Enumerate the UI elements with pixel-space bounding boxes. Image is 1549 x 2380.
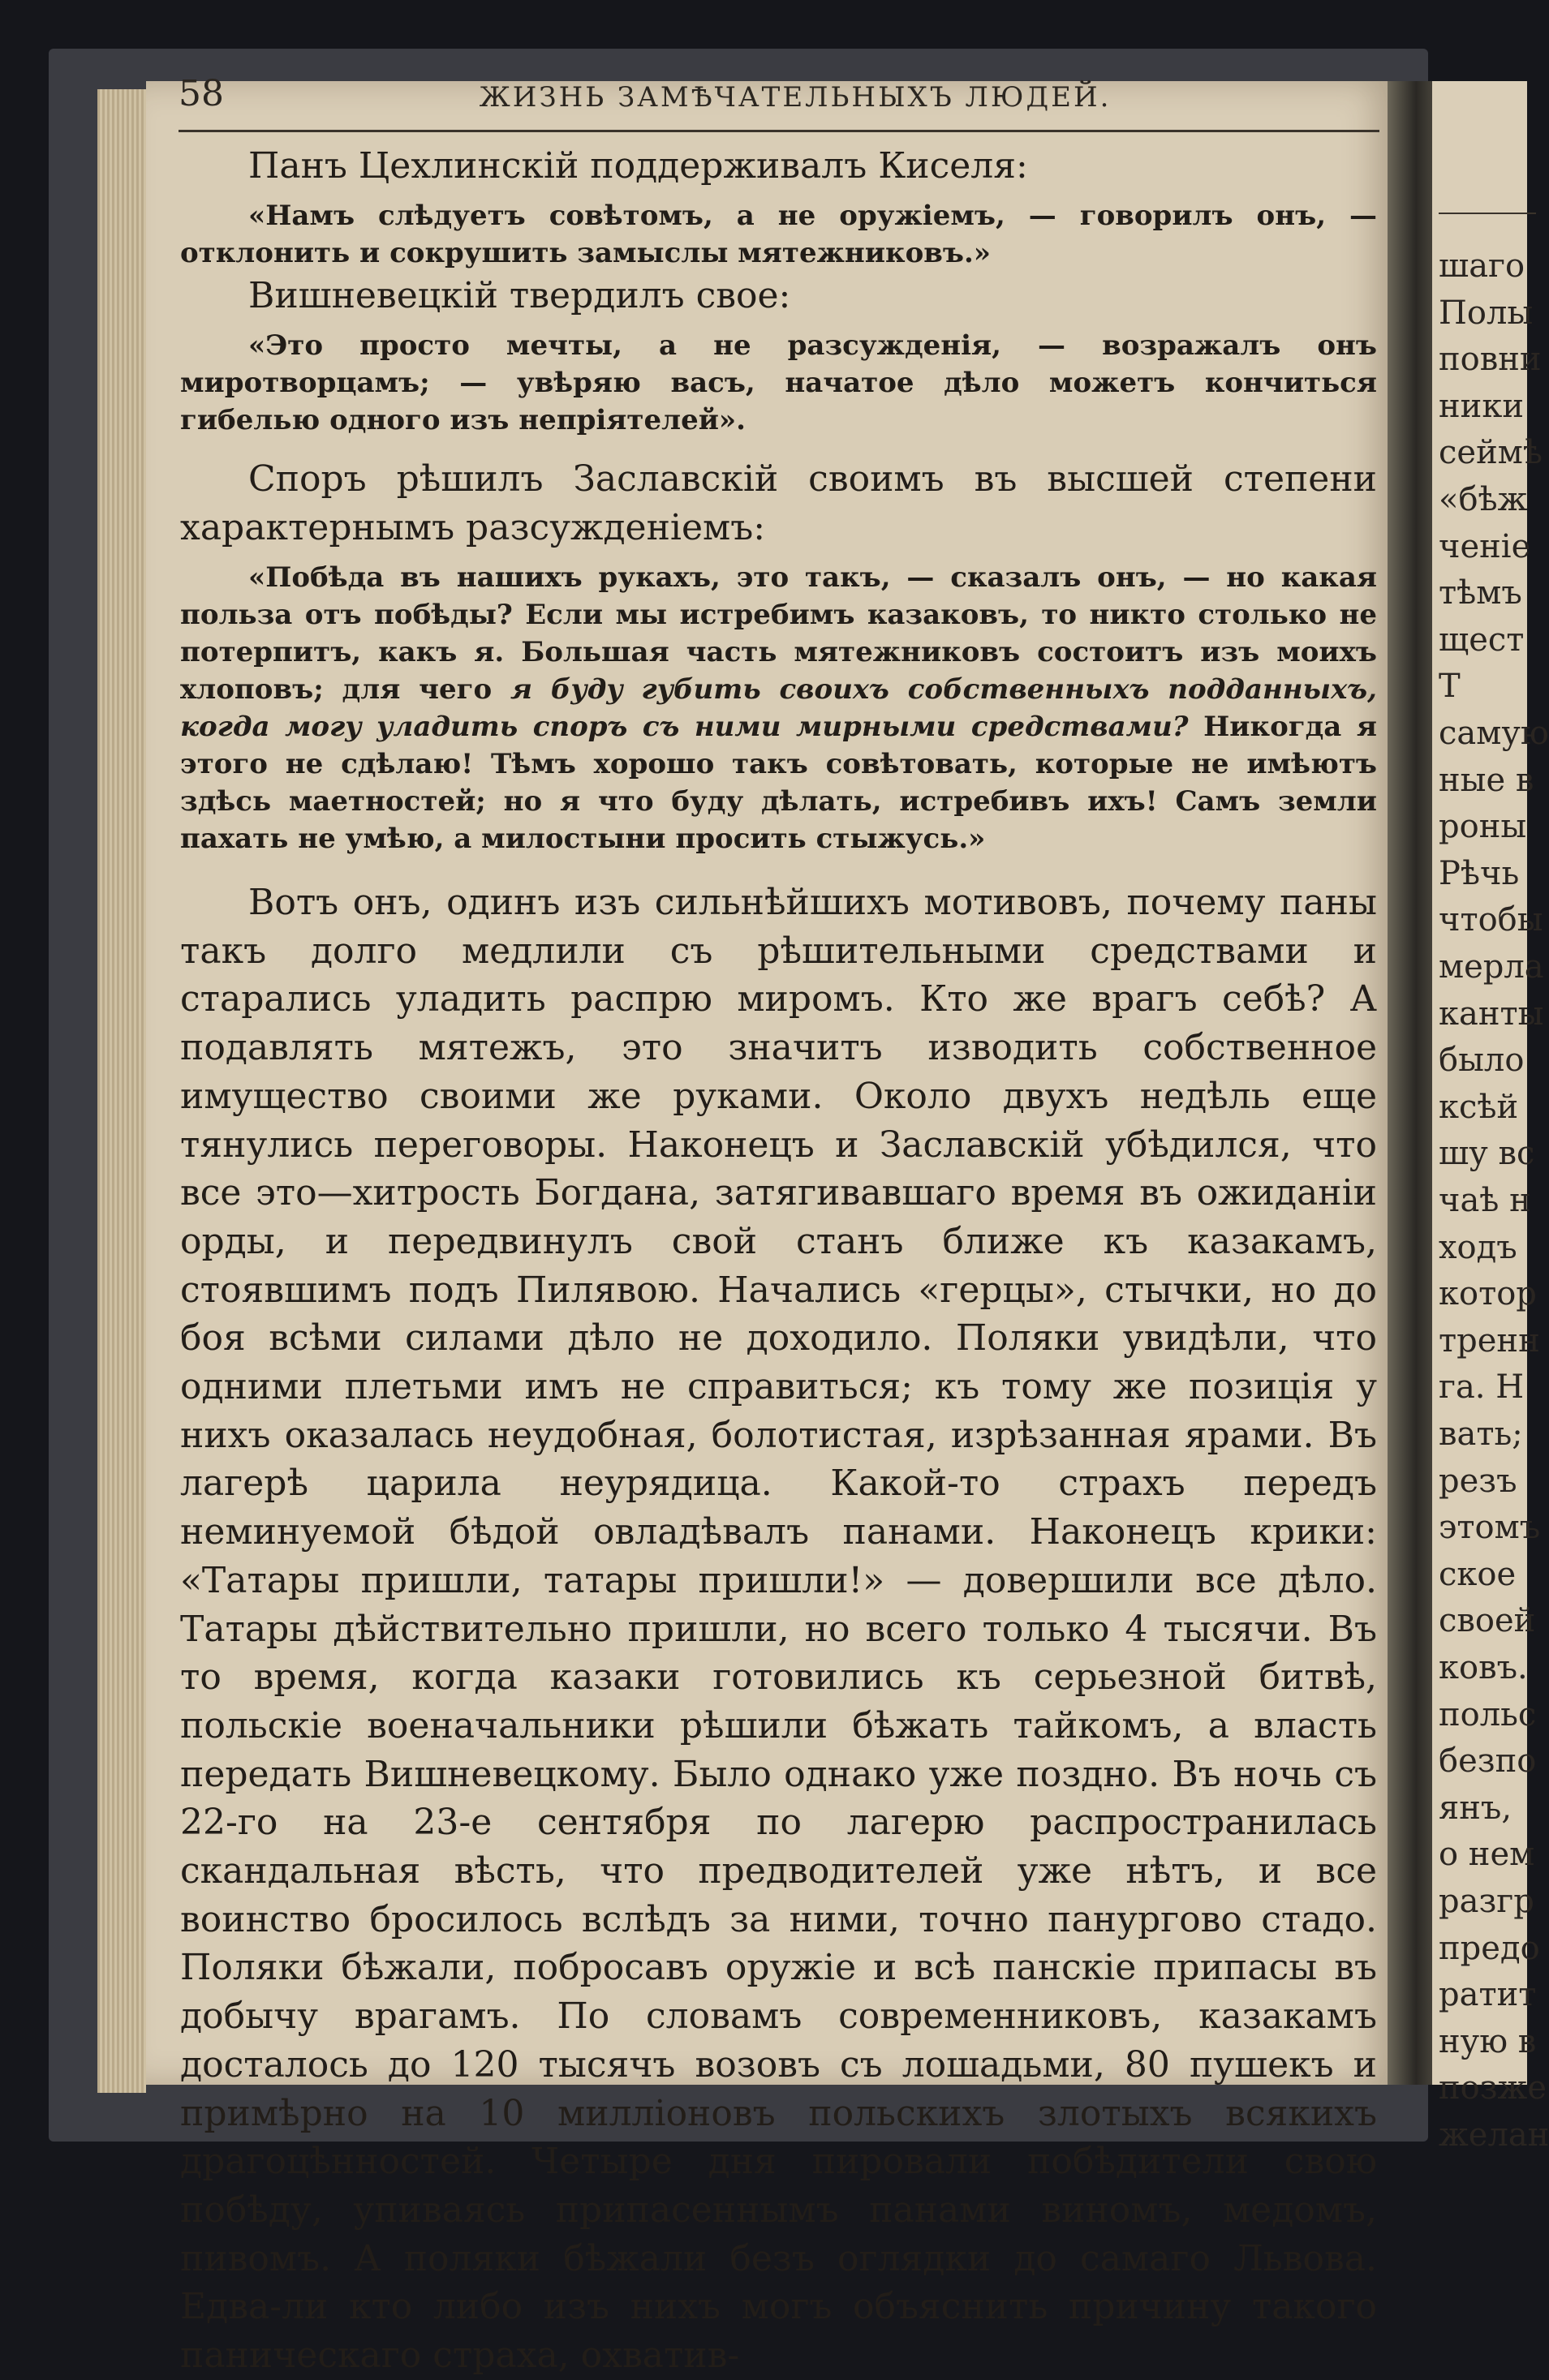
facing-page-line: о нем — [1439, 1836, 1535, 1874]
facing-page — [1432, 81, 1549, 2154]
facing-page-line: безпо — [1439, 1742, 1537, 1781]
facing-page-line: предо — [1439, 1929, 1540, 1967]
page-number: 58 — [179, 73, 224, 114]
facing-page-line: тѣмъ — [1439, 574, 1522, 612]
main-paragraph: Вотъ онъ, одинъ изъ сильнѣйшихъ мотивовъ, почему паны такъ долго медлили съ рѣшительными средствами и старались уладить распрю миромъ. Кто же врагъ себѣ? А подавлять мятежъ, это значитъ изводить собственное имущество своими же руками. Около двухъ недѣль еще тянулись переговоры. Наконецъ и Заславскій убѣдился, что все это—хитрость Богдана, затягивавшаго время въ ожиданіи орды, и передвинулъ свой станъ ближе къ казакамъ, стоявшимъ подъ Пилявою. Начались «герцы», стычки, но до боя всѣми силами дѣло не доходило. Поляки увидѣли, что одними плетьми имъ не справиться; къ тому же позиція у нихъ оказалась неудобная, болотистая, изрѣзанная ярами. Въ лагерѣ царила неурядица. Какой-то страхъ передъ неминуемой бѣдой овладѣвалъ панами. Наконецъ крики: «Татары пришли, татары пришли!» — довершили все дѣло. Татары дѣйствительно пришли, но всего только 4 тысячи. Въ то время, когда казаки готовились къ серьезной битвѣ, польскіе военачальники рѣшили бѣжать тайкомъ, а власть передать Вишневецкому. Было однако уже поздно. Въ ночь съ 22-го на 23-е сентября по лагерю распространилась скандальная вѣсть, что предводителей уже нѣтъ, и все воинство бросилось вслѣдъ за ними, точно панургово стадо. Поляки бѣжали, побросавъ оружіе и всѣ панскіе припасы въ добычу врагамъ. По словамъ современниковъ, казакамъ досталось до 120 тысячъ возовъ съ лошадьми, 80 пушекъ и примѣрно на 10 милліоновъ польскихъ злотыхъ всякихъ драгоцѣнностей. Четыре дня пировали побѣдители свою побѣду, упиваясь припасеннымъ панами виномъ, медомъ, пивомъ. А поляки бѣжали безъ оглядки до самаго Львова. Едва-ли кто либо изъ нихъ могъ объяснить причину такого паническаго страха, охватив- — [180, 882, 1377, 2377]
page-edges — [97, 89, 146, 2093]
facing-page-line: «бѣж — [1439, 481, 1528, 518]
quote-ceckhlinsky: «Намъ слѣдуетъ совѣтомъ, а не оружіемъ, — говорилъ онъ, — отклонить и сокрушить замыслы мятежниковъ.» — [180, 200, 1377, 269]
facing-page-line: щест — [1439, 621, 1525, 659]
facing-page-line: польс — [1439, 1695, 1537, 1733]
facing-page-line: ратит — [1439, 1976, 1537, 2014]
facing-page-line: котор — [1439, 1275, 1537, 1313]
facing-page-line: ксѣй — [1439, 1088, 1519, 1126]
facing-page-line: ходъ — [1439, 1228, 1517, 1266]
header-rule — [179, 130, 1379, 132]
facing-page-line: вать; — [1439, 1416, 1523, 1453]
facing-page-line: шу вс — [1439, 1135, 1535, 1173]
paragraph-zaslavsky: Споръ рѣшилъ Заславскій своимъ въ высшей степени характернымъ разсужденіемъ: — [180, 458, 1377, 548]
facing-page-line: чаѣ н — [1439, 1182, 1531, 1219]
facing-page-line: ское — [1439, 1555, 1517, 1593]
facing-page-line: резъ — [1439, 1462, 1517, 1500]
facing-page-line: Рѣчь — [1439, 854, 1520, 892]
paragraph-ceckhlinsky: Панъ Цехлинскій поддерживалъ Киселя: — [248, 145, 1028, 187]
facing-page-line: Т — [1439, 668, 1461, 706]
quote-zaslavsky-part2: Никогда я этого не сдѣлаю! Тѣмъ хорошо такъ совѣтовать, которые не имѣютъ здѣсь маетностей; но я что буду дѣлать, истребивъ ихъ! Самъ земли пахать не умѣю, а милостыни просить стыжусь.» — [180, 711, 1377, 855]
page-text — [180, 142, 1377, 2380]
quote-zaslavsky — [180, 559, 1377, 857]
facing-page-line: га. Н — [1439, 1368, 1525, 1407]
facing-page-line: сеймѣ — [1439, 434, 1543, 472]
facing-page-line: повни — [1439, 341, 1542, 379]
facing-page-line: Полы — [1439, 294, 1534, 332]
facing-page-line: канты — [1439, 995, 1544, 1033]
facing-page-line: своей — [1439, 1602, 1536, 1640]
facing-page-line: ковъ. — [1439, 1649, 1528, 1686]
facing-page-line: этомъ — [1439, 1509, 1541, 1547]
facing-page-line: мерла — [1439, 948, 1544, 986]
quote-zaslavsky-part1: «Побѣда въ нашихъ рукахъ, это такъ, — сказалъ онъ, — но какая польза отъ побѣды? Если мы истребимъ казаковъ, то никто столько не потерпитъ, какъ я. Большая часть мятежниковъ состоитъ изъ моихъ хлоповъ; для чего — [180, 561, 1377, 706]
paragraph-vishnevetsky: Вишневецкій твердилъ свое: — [248, 275, 791, 316]
facing-page-line: самую — [1439, 715, 1549, 752]
facing-page-line: чтобы — [1439, 901, 1543, 939]
facing-page-line: позже — [1439, 2069, 1547, 2107]
facing-page-line: янъ, — [1439, 1789, 1512, 1827]
facing-page-line: ченіе — [1439, 527, 1531, 565]
facing-page-line: тренн — [1439, 1321, 1540, 1360]
facing-page-line: ники — [1439, 387, 1524, 425]
facing-page-line: ную в — [1439, 2022, 1537, 2060]
facing-page-line: желан — [1439, 2116, 1549, 2154]
quote-zaslavsky-italic: я буду губить своихъ собственныхъ подданныхъ, когда могу уладить споръ съ ними мирными средствами? — [180, 673, 1377, 743]
facing-page-line: шаго — [1439, 247, 1525, 285]
facing-page-line: ные в — [1439, 761, 1534, 799]
facing-page-line: роны — [1439, 808, 1527, 846]
quote-vishnevetsky: «Это просто мечты, а не разсужденія, — возражалъ онъ миротворцамъ; — увѣряю васъ, начатое дѣло можетъ кончиться гибелью одного изъ непріятелей». — [180, 329, 1377, 436]
running-head: ЖИЗНЬ ЗАМѢЧАТЕЛЬНЫХЪ ЛЮДЕЙ. — [479, 81, 1112, 114]
facing-page-rule — [1439, 213, 1536, 214]
facing-page-line: было — [1439, 1042, 1525, 1080]
facing-page-line: разгр — [1439, 1883, 1534, 1920]
